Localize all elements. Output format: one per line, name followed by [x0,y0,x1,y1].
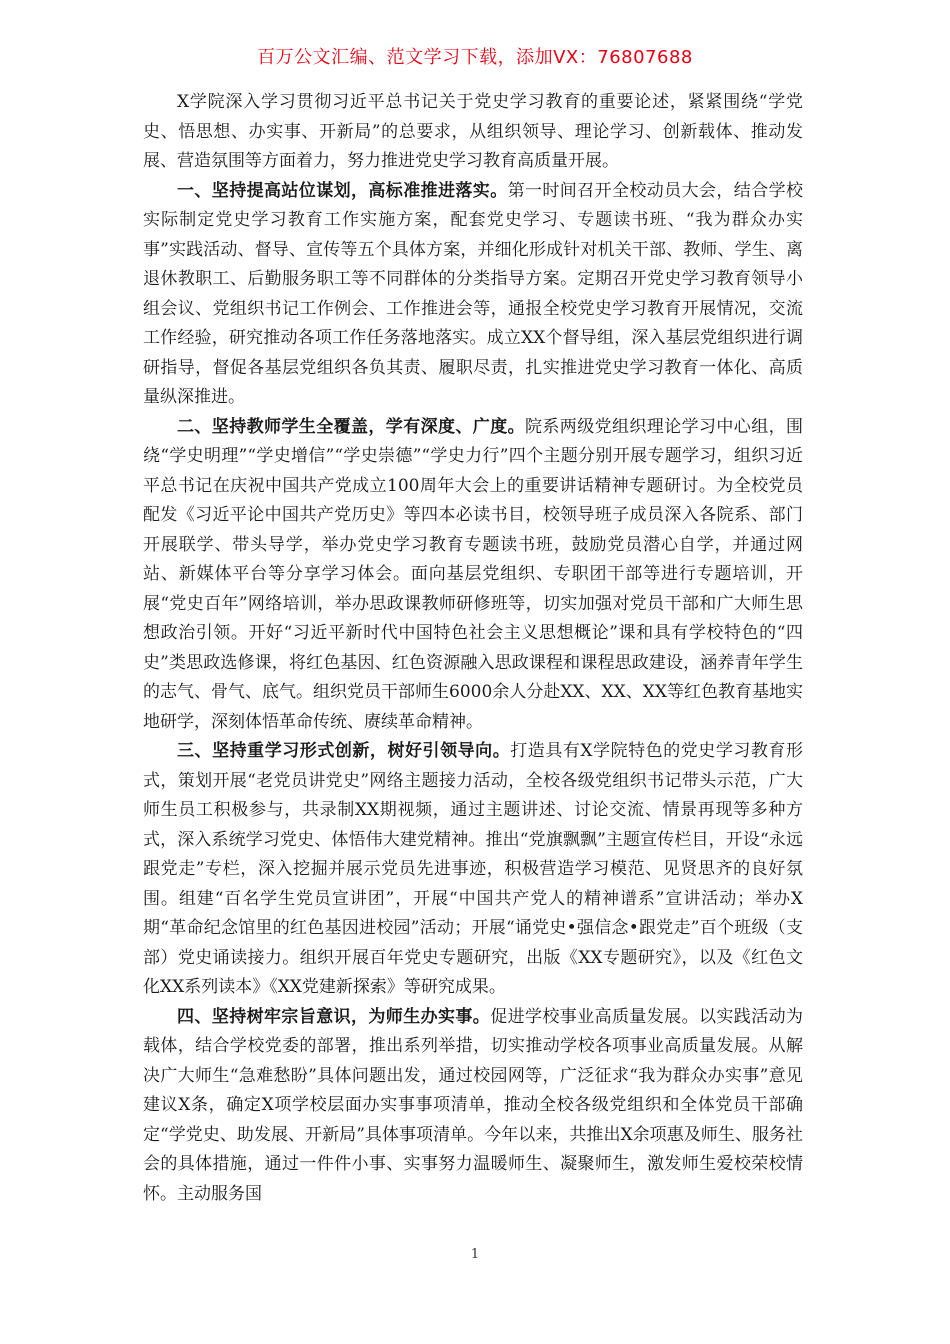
section-body-4: 促进学校事业高质量发展。以实践活动为载体，结合学校党委的部署，推出系列举措，切实推动学校各项事业高质量发展。从解决广大师生“急难愁盼”具体问题出发，通过校园网等，广泛征求“我为群众办实事”意见建议X条，确定X项学校层面办实事事项清单，推动全校各级党组织和全体党员干部确定“学党史、助发展、开新局”具体事项清单。今年以来，共推出X余项惠及师生、服务社会的具体措施，通过一件件小事、实事努力温暖师生、凝聚师生，激发师生爱校荣校情怀。主动服务国 [143,1006,804,1204]
intro-paragraph: X学院深入学习贯彻习近平总书记关于党史学习教育的重要论述，紧紧围绕“学党史、悟思想、办实事、开新局”的总要求，从组织领导、理论学习、创新载体、推动发展、营造氛围等方面着力，努力推进党史学习教育高质量开展。 [143,92,803,171]
section-body-1: 第一时间召开全校动员大会，结合学校实际制定党史学习教育工作实施方案，配套党史学习、专题读书班、“我为群众办实事”实践活动、督导、宣传等五个具体方案，并细化形成针对机关干部、教师、学生、离退休教职工、后勤服务职工等不同群体的分类指导方案。定期召开党史学习教育领导小组会议、党组织书记工作例会、工作推进会等，通报全校党史学习教育开展情况，交流工作经验，研究推动各项工作任务落地落实。成立XX个督导组，深入基层党组织进行调研指导，督促各基层党组织各负其责、履职尽责，扎实推进党史学习教育一体化、高质量纵深推进。 [143,180,804,407]
section-body-3: 打造具有X学院特色的党史学习教育形式，策划开展“老党员讲党史”网络主题接力活动，全校各级党组织书记带头示范，广大师生员工积极参与，共录制XX期视频，通过主题讲述、讨论交流、情景再现等多种方式，深入系统学习党史、体悟伟大建党精神。推出“党旗飘飘”主题宣传栏目，开设“永远跟党走”专栏，深入挖掘并展示党员先进事迹，积极营造学习模范、见贤思齐的良好氛围。组建“百名学生党员宣讲团”，开展“中国共产党人的精神谱系”宣讲活动；举办X期“革命纪念馆里的红色基因进校园”活动；开展“诵党史•强信念•跟党走”百个班级（支部）党史诵读接力。组织开展百年党史专题研究，出版《XX专题研究》，以及《红色文化XX系列读本》《XX党建新探索》等研究成果。 [143,741,804,997]
section-paragraph-3 [143,737,803,1003]
header-banner: 百万公文汇编、范文学习下载，添加VX：76807688 [257,47,693,68]
section-heading-3: 三、坚持重学习形式创新，树好引领导向。 [177,741,511,761]
page-number: 1 [470,1247,480,1262]
section-body-2: 院系两级党组织理论学习中心组，围绕“学史明理”“学史增信”“学史崇德”“学史力行”四个主题分别开展专题学习，组织习近平总书记在庆祝中国共产党成立100周年大会上的重要讲话精神专题研讨。为全校党员配发《习近平论中国共产党历史》等四本必读书目，校领导班子成员深入各院系、部门开展联学、带头导学，举办党史学习教育专题读书班，鼓励党员潜心自学，并通过网站、新媒体平台等分享学习体会。面向基层党组织、专职团干部等进行专题培训，开展“党史百年”网络培训，举办思政课教师研修班等，切实加强对党员干部和广大师生思想政治引领。开好“习近平新时代中国特色社会主义思想概论”课和具有学校特色的“四史”类思政选修课，将红色基因、红色资源融入思政课程和课程思政建设，涵养青年学生的志气、骨气、底气。组织党员干部师生6000余人分赴XX、XX、XX等红色教育基地实地研学，深刻体悟革命传统、赓续革命精神。 [143,416,803,732]
section-heading-2: 二、坚持教师学生全覆盖，学有深度、广度。 [177,416,525,437]
section-heading-1: 一、坚持提高站位谋划，高标准推进落实。 [177,180,508,201]
section-paragraph-2 [143,413,803,738]
section-paragraph-4 [143,1003,803,1210]
document-body [143,88,803,1209]
section-paragraph-1 [143,177,803,413]
section-heading-4: 四、坚持树牢宗旨意识，为师生办实事。 [177,1006,491,1027]
